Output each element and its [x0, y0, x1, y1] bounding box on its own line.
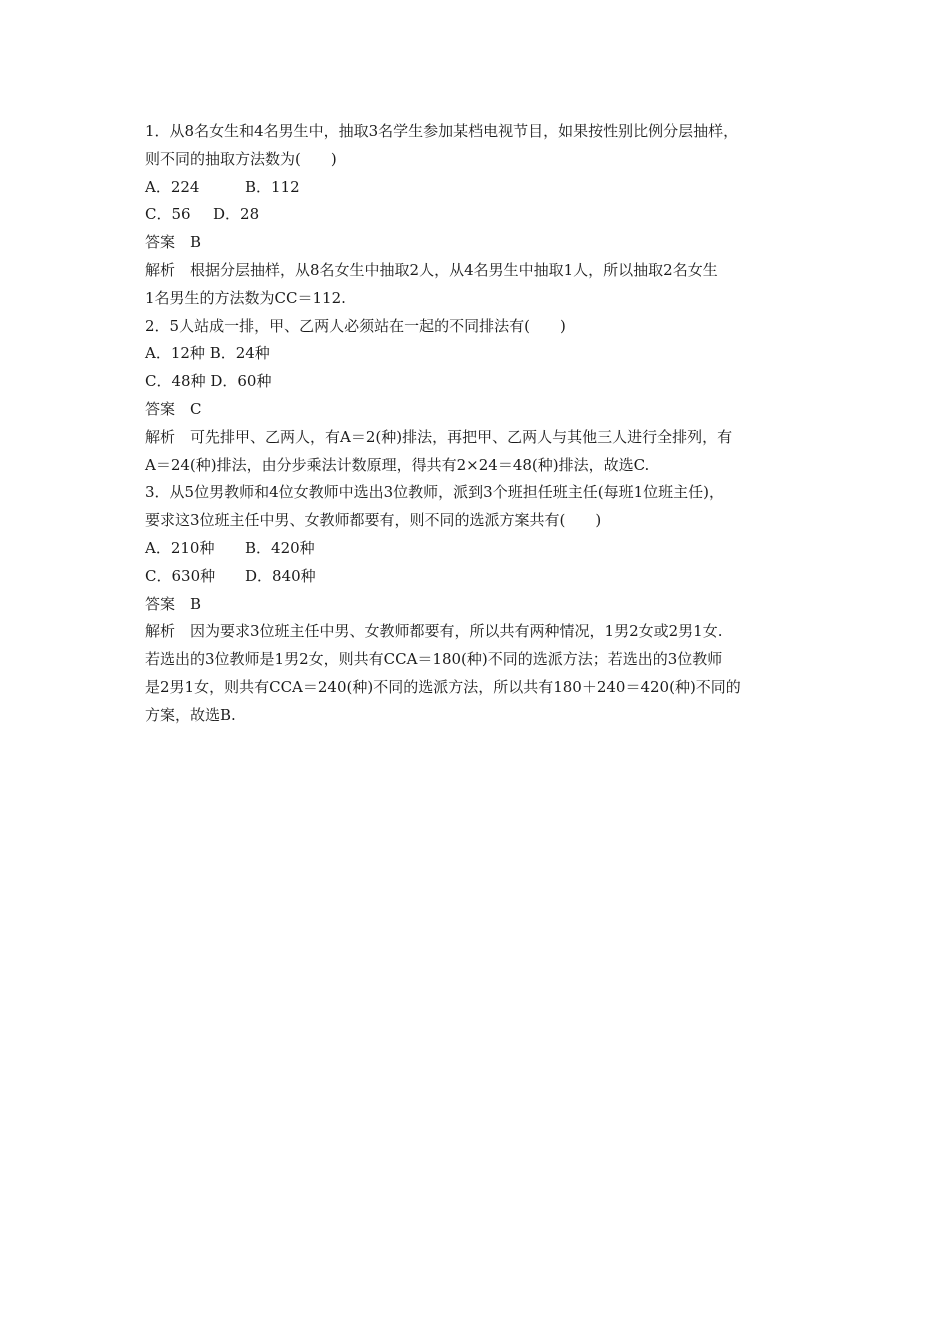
question-3-analysis-line-1: 解析 因为要求3位班主任中男、女教师都要有，所以共有两种情况，1男2女或2男1女.	[145, 622, 723, 641]
question-3-stem-line-2: 要求这3位班主任中男、女教师都要有，则不同的选派方案共有( )	[145, 511, 602, 530]
question-2-analysis-line-2: A＝24(种)排法，由分步乘法计数原理，得共有2×24＝48(种)排法，故选C.	[145, 455, 650, 474]
question-3-options-ab	[145, 535, 815, 563]
question-1-analysis-line-2: 1名男生的方法数为CC＝112.	[145, 288, 346, 307]
question-3-options-cd	[145, 563, 815, 591]
question-3-option-b: B．420种	[245, 538, 315, 557]
question-1-option-b: B．112	[245, 177, 300, 196]
question-2-analysis-line-1: 解析 可先排甲、乙两人，有A＝2(种)排法，再把甲、乙两人与其他三人进行全排列，有	[145, 427, 733, 446]
question-1-option-d: D．28	[213, 205, 260, 224]
question-1-stem-line-1: 1．从8名女生和4名男生中，抽取3名学生参加某档电视节目，如果按性别比例分层抽样，	[145, 122, 739, 140]
question-3-option-d: D．840种	[245, 566, 316, 585]
question-1-options-ab	[145, 174, 815, 202]
question-3-analysis-line-4: 方案，故选B.	[145, 705, 236, 724]
question-2-stem-line-1: 2．5人站成一排，甲、乙两人必须站在一起的不同排法有( )	[145, 316, 566, 335]
question-3-analysis-line-2: 若选出的3位教师是1男2女，则共有CCA＝180(种)不同的选派方法；若选出的3位教师	[145, 650, 723, 669]
question-1-options-cd	[145, 201, 815, 229]
question-2-options-ab: A．12种 B．24种	[145, 344, 270, 363]
question-1-option-c: C．56	[145, 205, 191, 224]
question-3-stem-line-1: 3．从5位男教师和4位女教师中选出3位教师，派到3个班担任班主任(每班1位班主任)，	[145, 483, 724, 502]
question-2-options-cd: C．48种 D．60种	[145, 372, 272, 391]
question-1-stem-line-2: 则不同的抽取方法数为( )	[145, 149, 337, 168]
question-3-answer: 答案 B	[145, 594, 202, 613]
question-3-analysis-line-3: 是2男1女，则共有CCA＝240(种)不同的选派方法，所以共有180＋240＝420(种)不同的	[145, 677, 741, 696]
question-3-option-c: C．630种	[145, 566, 216, 585]
question-1-analysis-line-1: 解析 根据分层抽样，从8名女生中抽取2人，从4名男生中抽取1人，所以抽取2名女生	[145, 260, 718, 279]
question-2-answer: 答案 C	[145, 399, 202, 418]
question-1-answer: 答案 B	[145, 233, 202, 252]
question-3-option-a: A．210种	[145, 538, 215, 557]
question-1-option-a: A．224	[145, 177, 200, 196]
document-page	[145, 118, 815, 730]
